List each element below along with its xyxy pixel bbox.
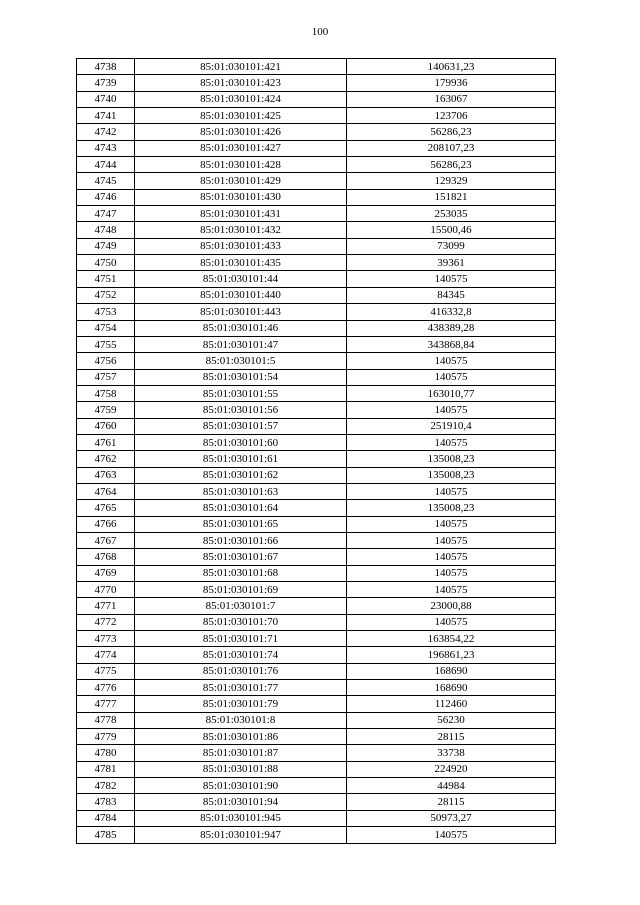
cadastral-number-cell: 85:01:030101:7 [135,598,347,614]
table-row [77,353,556,369]
cadastral-number-cell: 85:01:030101:44 [135,271,347,287]
table-row [77,761,556,777]
row-number-cell: 4772 [77,614,135,630]
cadastral-number-cell: 85:01:030101:94 [135,794,347,810]
row-number-cell: 4778 [77,712,135,728]
cadastral-number-cell: 85:01:030101:421 [135,59,347,75]
table-row [77,827,556,843]
row-number-cell: 4738 [77,59,135,75]
row-number-cell: 4781 [77,761,135,777]
cadastral-value-cell: 56230 [347,712,556,728]
table-row [77,173,556,189]
cadastral-value-cell: 140575 [347,402,556,418]
cadastral-number-cell: 85:01:030101:70 [135,614,347,630]
row-number-cell: 4769 [77,565,135,581]
row-number-cell: 4745 [77,173,135,189]
table-row [77,418,556,434]
row-number-cell: 4763 [77,467,135,483]
cadastral-value-cell: 56286,23 [347,157,556,173]
cadastral-value-cell: 23000,88 [347,598,556,614]
row-number-cell: 4776 [77,680,135,696]
table-row [77,778,556,794]
row-number-cell: 4773 [77,631,135,647]
table-row [77,59,556,75]
cadastral-value-cell: 251910,4 [347,418,556,434]
cadastral-number-cell: 85:01:030101:427 [135,140,347,156]
row-number-cell: 4739 [77,75,135,91]
row-number-cell: 4746 [77,189,135,205]
table-row [77,729,556,745]
row-number-cell: 4751 [77,271,135,287]
table-row [77,451,556,467]
row-number-cell: 4747 [77,206,135,222]
cadastral-value-cell: 140575 [347,532,556,548]
table-row [77,549,556,565]
table-row [77,385,556,401]
row-number-cell: 4744 [77,157,135,173]
cadastral-value-cell: 135008,23 [347,467,556,483]
row-number-cell: 4780 [77,745,135,761]
table-row [77,516,556,532]
cadastral-number-cell: 85:01:030101:55 [135,385,347,401]
cadastral-value-cell: 44984 [347,778,556,794]
row-number-cell: 4748 [77,222,135,238]
cadastral-value-cell: 140575 [347,434,556,450]
table-row [77,336,556,352]
cadastral-value-cell: 140575 [347,582,556,598]
table-row [77,402,556,418]
cadastral-value-cell: 168690 [347,680,556,696]
row-number-cell: 4758 [77,385,135,401]
row-number-cell: 4749 [77,238,135,254]
cadastral-value-cell: 416332,8 [347,304,556,320]
cadastral-value-cell: 140575 [347,353,556,369]
table-row [77,631,556,647]
cadastral-number-cell: 85:01:030101:433 [135,238,347,254]
row-number-cell: 4777 [77,696,135,712]
row-number-cell: 4779 [77,729,135,745]
table-row [77,271,556,287]
table-row [77,124,556,140]
cadastral-number-cell: 85:01:030101:425 [135,108,347,124]
table-row [77,238,556,254]
cadastral-value-cell: 168690 [347,663,556,679]
table-row [77,565,556,581]
table-row [77,696,556,712]
row-number-cell: 4767 [77,532,135,548]
cadastral-value-cell: 163010,77 [347,385,556,401]
cadastral-number-cell: 85:01:030101:430 [135,189,347,205]
table-row [77,532,556,548]
cadastral-number-cell: 85:01:030101:86 [135,729,347,745]
cadastral-number-cell: 85:01:030101:88 [135,761,347,777]
cadastral-value-cell: 438389,28 [347,320,556,336]
cadastral-value-cell: 140575 [347,549,556,565]
cadastral-value-cell: 208107,23 [347,140,556,156]
row-number-cell: 4785 [77,827,135,843]
cadastral-number-cell: 85:01:030101:79 [135,696,347,712]
row-number-cell: 4762 [77,451,135,467]
cadastral-number-cell: 85:01:030101:68 [135,565,347,581]
cadastral-value-cell: 50973,27 [347,810,556,826]
cadastral-value-cell: 179936 [347,75,556,91]
cadastral-value-cell: 140575 [347,516,556,532]
row-number-cell: 4784 [77,810,135,826]
cadastral-number-cell: 85:01:030101:77 [135,680,347,696]
cadastral-number-cell: 85:01:030101:431 [135,206,347,222]
cadastral-value-cell: 140575 [347,369,556,385]
row-number-cell: 4770 [77,582,135,598]
cadastral-value-cell: 140575 [347,827,556,843]
cadastral-number-cell: 85:01:030101:64 [135,500,347,516]
table-row [77,614,556,630]
table-row [77,222,556,238]
row-number-cell: 4759 [77,402,135,418]
cadastral-number-cell: 85:01:030101:423 [135,75,347,91]
row-number-cell: 4742 [77,124,135,140]
cadastral-number-cell: 85:01:030101:61 [135,451,347,467]
cadastral-value-cell: 140575 [347,483,556,499]
cadastral-value-cell: 33738 [347,745,556,761]
row-number-cell: 4756 [77,353,135,369]
cadastral-number-cell: 85:01:030101:5 [135,353,347,369]
cadastral-number-cell: 85:01:030101:66 [135,532,347,548]
cadastral-number-cell: 85:01:030101:63 [135,483,347,499]
cadastral-value-cell: 73099 [347,238,556,254]
cadastral-value-cell: 196861,23 [347,647,556,663]
table-row [77,157,556,173]
table-row [77,255,556,271]
cadastral-number-cell: 85:01:030101:947 [135,827,347,843]
cadastral-value-cell: 253035 [347,206,556,222]
table-row [77,745,556,761]
table-row [77,320,556,336]
cadastral-value-cell: 163067 [347,91,556,107]
cadastral-number-cell: 85:01:030101:56 [135,402,347,418]
cadastral-number-cell: 85:01:030101:67 [135,549,347,565]
row-number-cell: 4753 [77,304,135,320]
cadastral-number-cell: 85:01:030101:432 [135,222,347,238]
row-number-cell: 4771 [77,598,135,614]
cadastral-number-cell: 85:01:030101:945 [135,810,347,826]
cadastral-number-cell: 85:01:030101:65 [135,516,347,532]
table-row [77,287,556,303]
row-number-cell: 4782 [77,778,135,794]
cadastral-value-cell: 123706 [347,108,556,124]
cadastral-value-cell: 56286,23 [347,124,556,140]
table-row [77,647,556,663]
table-row [77,582,556,598]
table-row [77,189,556,205]
cadastral-value-cell: 129329 [347,173,556,189]
row-number-cell: 4766 [77,516,135,532]
cadastral-number-cell: 85:01:030101:57 [135,418,347,434]
row-number-cell: 4754 [77,320,135,336]
cadastral-number-cell: 85:01:030101:60 [135,434,347,450]
cadastral-number-cell: 85:01:030101:62 [135,467,347,483]
table-body [77,59,556,844]
table-row [77,206,556,222]
cadastral-value-cell: 28115 [347,729,556,745]
row-number-cell: 4760 [77,418,135,434]
row-number-cell: 4755 [77,336,135,352]
table-row [77,91,556,107]
cadastral-value-cell: 163854,22 [347,631,556,647]
cadastral-number-cell: 85:01:030101:428 [135,157,347,173]
cadastral-number-cell: 85:01:030101:424 [135,91,347,107]
cadastral-number-cell: 85:01:030101:429 [135,173,347,189]
table-row [77,794,556,810]
row-number-cell: 4757 [77,369,135,385]
row-number-cell: 4783 [77,794,135,810]
cadastral-value-cell: 224920 [347,761,556,777]
table-row [77,500,556,516]
row-number-cell: 4740 [77,91,135,107]
table-row [77,108,556,124]
cadastral-number-cell: 85:01:030101:443 [135,304,347,320]
cadastral-value-cell: 135008,23 [347,500,556,516]
row-number-cell: 4761 [77,434,135,450]
cadastral-value-cell: 151821 [347,189,556,205]
cadastral-value-table [76,58,556,844]
table-row [77,810,556,826]
cadastral-number-cell: 85:01:030101:426 [135,124,347,140]
cadastral-number-cell: 85:01:030101:90 [135,778,347,794]
table-row [77,75,556,91]
table-row [77,434,556,450]
cadastral-value-cell: 343868,84 [347,336,556,352]
table-row [77,712,556,728]
cadastral-value-cell: 140575 [347,565,556,581]
cadastral-number-cell: 85:01:030101:76 [135,663,347,679]
cadastral-number-cell: 85:01:030101:74 [135,647,347,663]
cadastral-value-cell: 140575 [347,271,556,287]
table-row [77,304,556,320]
table-row [77,140,556,156]
page-number: 100 [311,26,329,38]
cadastral-number-cell: 85:01:030101:54 [135,369,347,385]
cadastral-number-cell: 85:01:030101:46 [135,320,347,336]
table-row [77,680,556,696]
cadastral-value-cell: 84345 [347,287,556,303]
cadastral-number-cell: 85:01:030101:435 [135,255,347,271]
cadastral-value-cell: 28115 [347,794,556,810]
cadastral-number-cell: 85:01:030101:47 [135,336,347,352]
cadastral-value-cell: 135008,23 [347,451,556,467]
cadastral-value-cell: 140575 [347,614,556,630]
table-row [77,467,556,483]
row-number-cell: 4741 [77,108,135,124]
cadastral-value-cell: 39361 [347,255,556,271]
row-number-cell: 4743 [77,140,135,156]
row-number-cell: 4775 [77,663,135,679]
row-number-cell: 4774 [77,647,135,663]
table-row [77,369,556,385]
cadastral-value-cell: 112460 [347,696,556,712]
cadastral-number-cell: 85:01:030101:71 [135,631,347,647]
row-number-cell: 4764 [77,483,135,499]
cadastral-number-cell: 85:01:030101:87 [135,745,347,761]
table-row [77,598,556,614]
table-row [77,663,556,679]
row-number-cell: 4768 [77,549,135,565]
row-number-cell: 4750 [77,255,135,271]
cadastral-number-cell: 85:01:030101:69 [135,582,347,598]
cadastral-value-cell: 15500,46 [347,222,556,238]
cadastral-number-cell: 85:01:030101:8 [135,712,347,728]
row-number-cell: 4765 [77,500,135,516]
table-row [77,483,556,499]
row-number-cell: 4752 [77,287,135,303]
cadastral-number-cell: 85:01:030101:440 [135,287,347,303]
cadastral-value-cell: 140631,23 [347,59,556,75]
